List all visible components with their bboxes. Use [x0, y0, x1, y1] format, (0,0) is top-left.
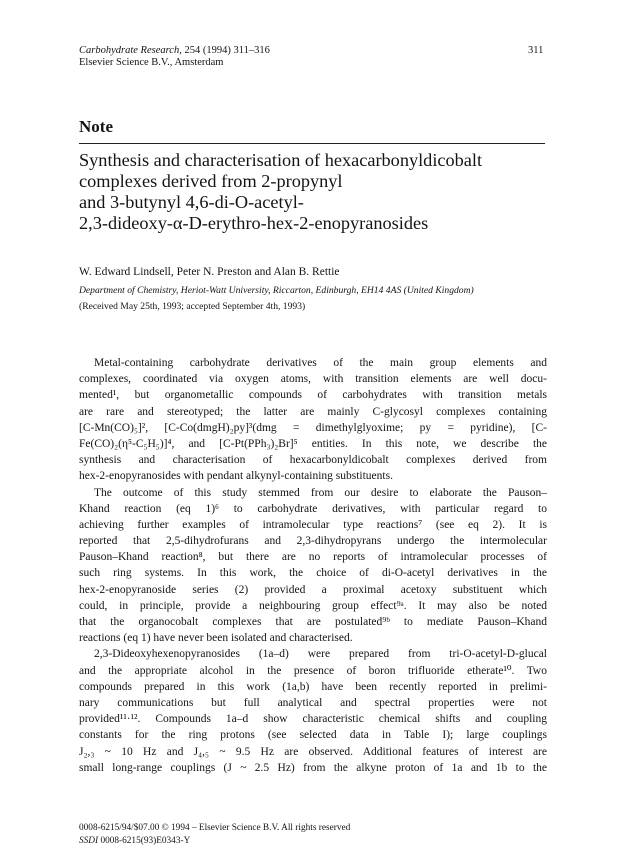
body-line: Pauson–Khand reaction⁸, but there are no reports of intramolecular processes of	[79, 551, 547, 564]
title-line: and 3-butynyl 4,6-di-O-acetyl-	[79, 192, 304, 212]
journal-citation	[79, 45, 270, 57]
ssdi-line	[79, 836, 190, 847]
body-line: and the appropriate alcohol in the presence of boron trifluoride etherate¹⁰. Two	[79, 664, 547, 677]
author-list: W. Edward Lindsell, Peter N. Preston and Alan B. Rettie	[79, 266, 340, 278]
body-line: hex-2-enopyranosides with pendant alkynyl-containing substituents.	[79, 470, 393, 483]
publisher-line: Elsevier Science B.V., Amsterdam	[79, 57, 224, 68]
body-line: reactions (eq 1) have never been isolated and characterised.	[79, 632, 353, 645]
title-line: 2,3-dideoxy-α-D-erythro-hex-2-enopyranosides	[79, 213, 429, 233]
journal-volume-pages: 254 (1994) 311–316	[184, 45, 270, 56]
received-dates: (Received May 25th, 1993; accepted September 4th, 1993)	[79, 301, 306, 312]
article-title	[79, 150, 549, 234]
heading-rule	[79, 143, 545, 144]
body-line: Fe(CO)₂(η⁵-C₅H₅)]⁴, and [C-Pt(PPh₃)₂Br]⁵ entities. In this note, we describe the	[79, 437, 547, 450]
title-line: complexes derived from 2-propynyl	[79, 171, 343, 191]
body-line: The outcome of this study stemmed from our desire to elaborate the Pauson–	[94, 486, 547, 499]
body-line: could, in principle, provide a neighbouring group effect⁹ᵃ. It may also be noted	[79, 599, 547, 612]
body-line: Khand reaction (eq 1)⁶ to carbohydrate derivatives, with particular regard to	[79, 502, 547, 515]
body-line: constants for the ring protons (see selected data in Table I); large couplings	[79, 729, 547, 742]
body-line: that the organocobalt complexes that are postulated⁹ᵇ to mediate Pauson–Khand	[79, 616, 547, 628]
section-label: Note	[79, 117, 113, 136]
body-line: [C-Mn(CO)₅]², [C-Co(dmgH)₂py]³(dmg = dimethylglyoxime; py = pyridine), [C-	[79, 421, 547, 434]
page-number: 311	[528, 45, 544, 56]
ssdi-value: 0008-6215(93)E0343-Y	[100, 836, 191, 846]
title-line: Synthesis and characterisation of hexacarbonyldicobalt	[79, 150, 483, 170]
body-line: achieving further examples of intramolecular type reactions⁷ (see eq 2). It is	[79, 518, 547, 531]
body-line: provided¹¹·¹². Compounds 1a–d show characteristic chemical shifts and coupling	[79, 713, 547, 726]
journal-name: Carbohydrate Research,	[79, 45, 182, 56]
body-line: small long-range couplings (J ~ 2.5 Hz) from the alkyne proton of 1a and 1b to the	[79, 761, 547, 774]
body-line: nary communications but full analytical and spectral properties were not	[79, 696, 547, 709]
body-line: mented¹, but organometallic compounds of carbohydrates with transition metals	[79, 389, 547, 402]
author-affiliation: Department of Chemistry, Heriot-Watt University, Riccarton, Edinburgh, EH14 4AS (United Kingdom)	[79, 285, 474, 296]
ssdi-label: SSDI	[79, 836, 99, 846]
body-line: hex-2-enopyranoside series (2) provided a proximal acetoxy substituent which	[79, 583, 547, 596]
body-line: are rare and stereotyped; the latter are mainly C-glycosyl complexes containing	[79, 405, 547, 418]
body-line: 2,3-Dideoxyhexenopyranosides (1a–d) were prepared from tri-O-acetyl-D-glucal	[94, 648, 547, 661]
body-line: reported that 2,5-dihydrofurans and 2,3-dihydropyrans undergo the intermolecular	[79, 535, 547, 548]
body-line: synthesis and characterisation of hexacarbonyldicobalt complexes derived from	[79, 454, 547, 467]
body-line: compounds prepared in this work (1a,b) have been recently reported in prelimi-	[79, 680, 547, 693]
body-line: complexes, coordinated via oxygen atoms, with transition elements are well docu-	[79, 373, 547, 386]
article-body	[79, 355, 547, 776]
body-line: such ring systems. In this work, the choice of di-O-acetyl derivatives in the	[79, 567, 547, 580]
body-line: Metal-containing carbohydrate derivatives of the main group elements and	[94, 357, 547, 369]
body-line: J₂,₃ ~ 10 Hz and J₄,₅ ~ 9.5 Hz are observed. Additional features of interest are	[79, 745, 547, 758]
copyright-line: 0008-6215/94/$07.00 © 1994 – Elsevier Science B.V. All rights reserved	[79, 823, 351, 833]
